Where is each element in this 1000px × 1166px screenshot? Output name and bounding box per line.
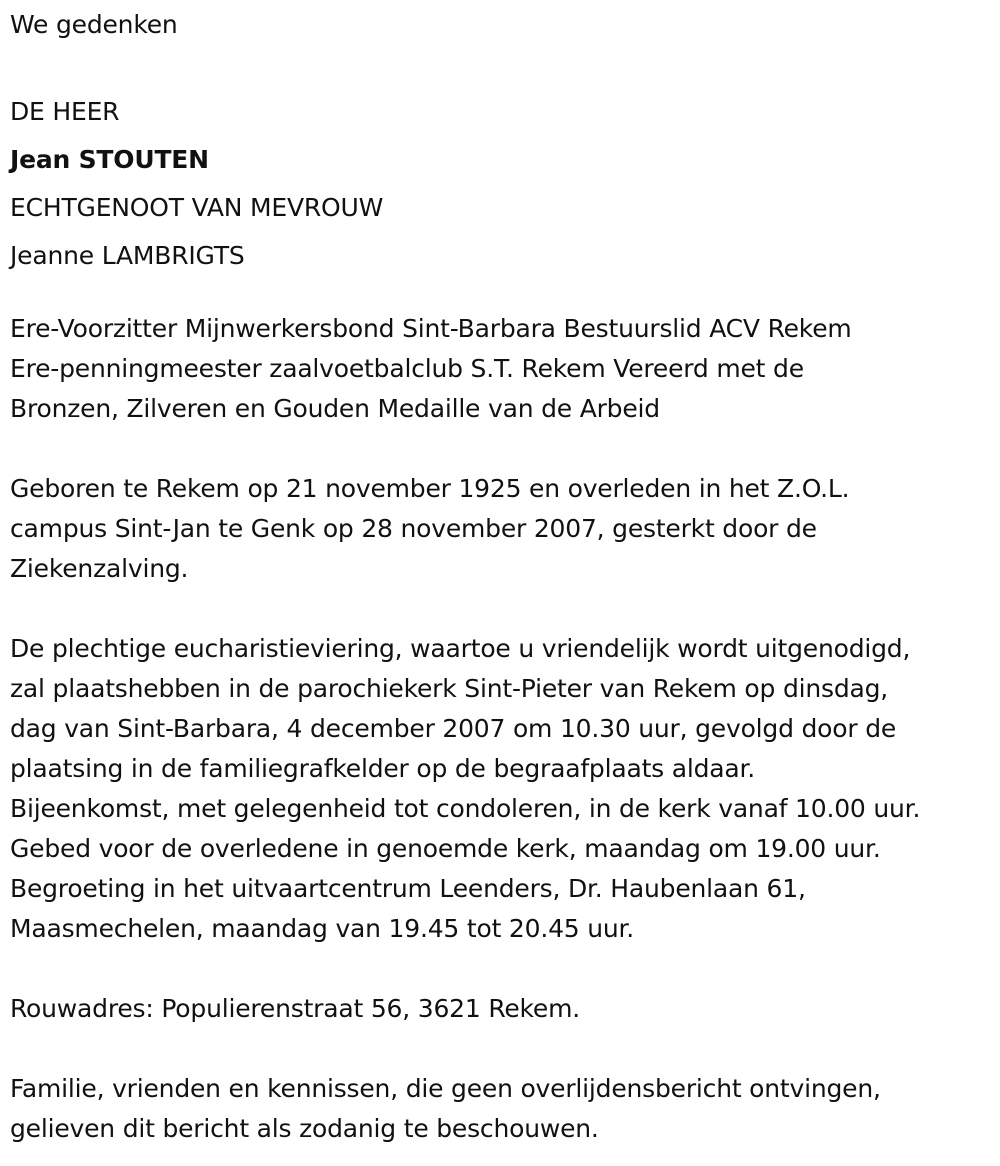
deceased-title: DE HEER: [10, 97, 120, 126]
birth-death-line: campus Sint-Jan te Genk op 28 november 2007, gesterkt door de: [10, 514, 817, 543]
ceremony-paragraph: [10, 629, 920, 949]
birth-death-line: Ziekenzalving.: [10, 554, 189, 583]
roles-line: Ere-penningmeester zaalvoetbalclub S.T. Rekem Vereerd met de: [10, 354, 804, 383]
birth-death-line: Geboren te Rekem op 21 november 1925 en overleden in het Z.O.L.: [10, 474, 850, 503]
closing-line: Familie, vrienden en kennissen, die geen overlijdensbericht ontvingen,: [10, 1074, 881, 1103]
ceremony-line: plaatsing in de familiegrafkelder op de begraafplaats aldaar.: [10, 754, 756, 783]
ceremony-line: Maasmechelen, maandag van 19.45 tot 20.45 uur.: [10, 914, 635, 943]
address-line: Rouwadres: Populierenstraat 56, 3621 Rekem.: [10, 994, 581, 1023]
roles-paragraph: [10, 309, 852, 429]
address-paragraph: [10, 989, 580, 1029]
closing-paragraph: [10, 1069, 881, 1149]
deceased-relation: ECHTGENOOT VAN MEVROUW: [10, 193, 384, 222]
ceremony-line: Begroeting in het uitvaartcentrum Leenders, Dr. Haubenlaan 61,: [10, 874, 806, 903]
spouse-name: Jeanne LAMBRIGTS: [10, 241, 245, 270]
deceased-name: Jean STOUTEN: [10, 145, 209, 174]
intro-block: [10, 8, 178, 42]
ceremony-line: Gebed voor de overledene in genoemde kerk, maandag om 19.00 uur.: [10, 834, 881, 863]
deceased-block: [10, 88, 383, 280]
roles-line: Bronzen, Zilveren en Gouden Medaille van de Arbeid: [10, 394, 660, 423]
ceremony-line: dag van Sint-Barbara, 4 december 2007 om 10.30 uur, gevolgd door de: [10, 714, 897, 743]
ceremony-line: De plechtige eucharistieviering, waartoe u vriendelijk wordt uitgenodigd,: [10, 634, 911, 663]
ceremony-line: zal plaatshebben in de parochiekerk Sint-Pieter van Rekem op dinsdag,: [10, 674, 889, 703]
ceremony-line: Bijeenkomst, met gelegenheid tot condoleren, in de kerk vanaf 10.00 uur.: [10, 794, 921, 823]
roles-line: Ere-Voorzitter Mijnwerkersbond Sint-Barbara Bestuurslid ACV Rekem: [10, 314, 852, 343]
intro-text: We gedenken: [10, 10, 178, 39]
closing-line: gelieven dit bericht als zodanig te beschouwen.: [10, 1114, 599, 1143]
birth-death-paragraph: [10, 469, 849, 589]
